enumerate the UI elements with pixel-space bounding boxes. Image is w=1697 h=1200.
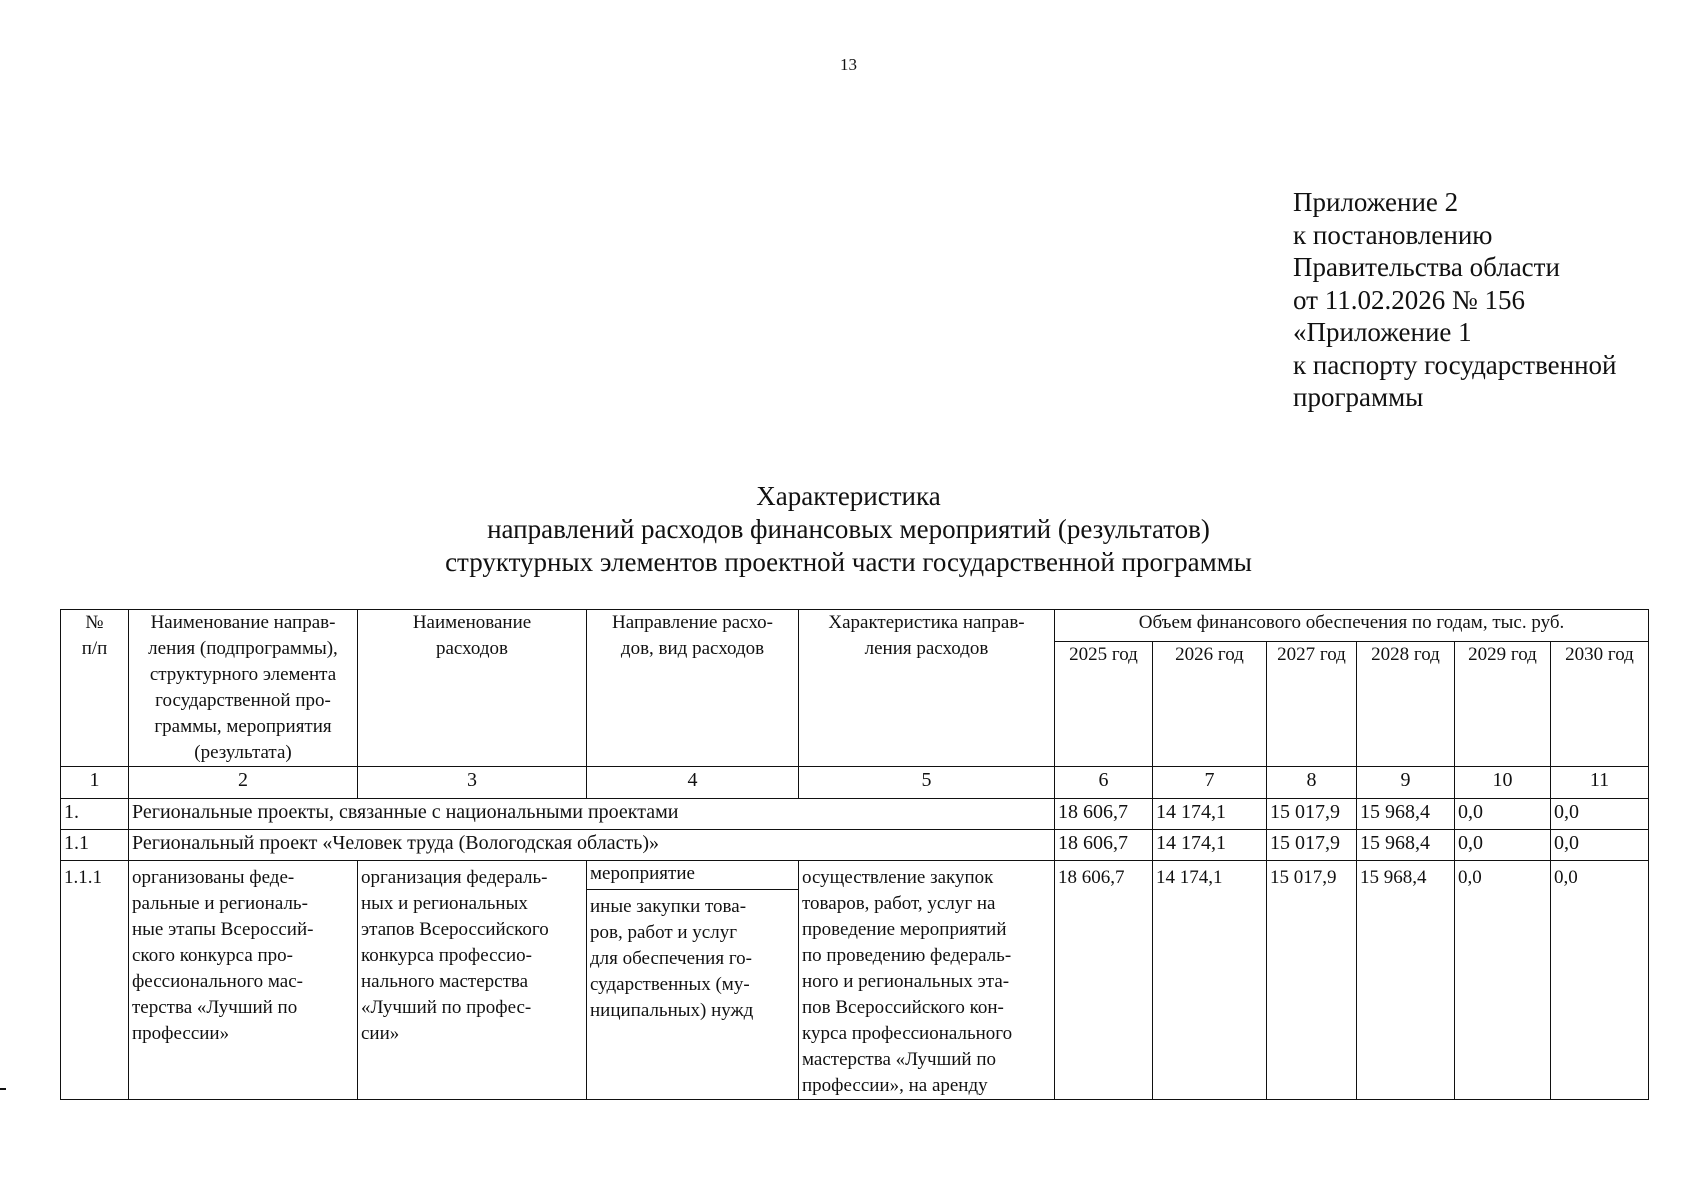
row-name: Региональный проект «Человек труда (Вологодская область)» <box>129 830 1055 861</box>
row-value: 15 017,9 <box>1267 861 1357 1100</box>
appendix-line: программы <box>1293 382 1424 412</box>
row-value: 18 606,7 <box>1055 799 1153 830</box>
row-num: 1.1.1 <box>61 861 129 1100</box>
header-year: 2026 год <box>1153 642 1267 767</box>
column-number: 11 <box>1551 767 1649 799</box>
column-number: 1 <box>61 767 129 799</box>
margin-mark <box>0 1088 6 1090</box>
column-number-row <box>61 767 1649 799</box>
title-line: структурных элементов проектной части государственной программы <box>445 547 1252 577</box>
header-row <box>61 610 1649 642</box>
column-number: 7 <box>1153 767 1267 799</box>
title-line: Характеристика <box>756 481 941 511</box>
header-characteristic: Характеристика направ- ления расходов <box>799 610 1055 767</box>
row-value: 15 017,9 <box>1267 830 1357 861</box>
row-value: 0,0 <box>1551 830 1649 861</box>
header-num: № п/п <box>61 610 129 767</box>
header-year: 2028 год <box>1357 642 1455 767</box>
row-characteristic: осуществление закупок товаров, работ, услуг на проведение мероприятий по проведению федераль- ного и региональных эта- пов Всероссийского кон- курса профессионального мастерства «Лучший по профессии», на аренду <box>799 861 1055 1100</box>
row-expense-direction <box>587 861 799 1100</box>
header-year: 2029 год <box>1455 642 1551 767</box>
row-value: 18 606,7 <box>1055 830 1153 861</box>
header-direction: Наименование направ- ления (подпрограммы), структурного элемента государственной про- граммы, мероприятия (результата) <box>129 610 358 767</box>
row-name: Региональные проекты, связанные с национальными проектами <box>129 799 1055 830</box>
page-number: 13 <box>840 55 857 74</box>
appendix-line: Правительства области <box>1293 252 1560 282</box>
row-expense-name: организация федераль- ных и региональных этапов Всероссийского конкурса профессио- нального мастерства «Лучший по профес- сии» <box>358 861 587 1100</box>
header-year: 2025 год <box>1055 642 1153 767</box>
title-line: направлений расходов финансовых мероприятий (результатов) <box>487 514 1210 544</box>
column-number: 10 <box>1455 767 1551 799</box>
row-value: 0,0 <box>1551 861 1649 1100</box>
document-title <box>0 480 1697 579</box>
row-value: 14 174,1 <box>1153 830 1267 861</box>
header-year: 2030 год <box>1551 642 1649 767</box>
appendix-line: «Приложение 1 <box>1293 317 1472 347</box>
table-row <box>61 861 1649 1100</box>
column-number: 5 <box>799 767 1055 799</box>
column-number: 8 <box>1267 767 1357 799</box>
header-expense-name: Наименование расходов <box>358 610 587 767</box>
column-number: 3 <box>358 767 587 799</box>
appendix-line: к постановлению <box>1293 219 1493 250</box>
row-value: 15 968,4 <box>1357 830 1455 861</box>
row-value: 15 968,4 <box>1357 799 1455 830</box>
column-number: 4 <box>587 767 799 799</box>
appendix-block <box>1293 186 1673 414</box>
row-value: 0,0 <box>1455 861 1551 1100</box>
row-value: 14 174,1 <box>1153 861 1267 1100</box>
header-expense-direction: Направление расхо- дов, вид расходов <box>587 610 799 767</box>
header-funding: Объем финансового обеспечения по годам, тыс. руб. <box>1055 610 1649 642</box>
row-value: 0,0 <box>1455 799 1551 830</box>
appendix-line: от 11.02.2026 № 156 <box>1293 284 1525 315</box>
expenses-table <box>60 609 1649 1100</box>
row-value: 18 606,7 <box>1055 861 1153 1100</box>
column-number: 2 <box>129 767 358 799</box>
appendix-line: Приложение 2 <box>1293 187 1459 217</box>
header-year: 2027 год <box>1267 642 1357 767</box>
expense-direction-bottom: иные закупки това- ров, работ и услуг для обеспечения го- сударственных (му- ниципальных) нужд <box>590 896 754 1021</box>
row-num: 1.1 <box>61 830 129 861</box>
row-value: 15 968,4 <box>1357 861 1455 1100</box>
row-value: 0,0 <box>1455 830 1551 861</box>
row-value: 15 017,9 <box>1267 799 1357 830</box>
column-number: 6 <box>1055 767 1153 799</box>
row-value: 14 174,1 <box>1153 799 1267 830</box>
row-num: 1. <box>61 799 129 830</box>
row-value: 0,0 <box>1551 799 1649 830</box>
expense-direction-top: мероприятие <box>587 861 798 890</box>
row-direction: организованы феде- ральные и региональ- ные этапы Всероссий- ского конкурса про- фессионального мас- терства «Лучший по профессии» <box>129 861 358 1100</box>
column-number: 9 <box>1357 767 1455 799</box>
appendix-line: к паспорту государственной <box>1293 349 1617 380</box>
table-row <box>61 799 1649 830</box>
table-row <box>61 830 1649 861</box>
